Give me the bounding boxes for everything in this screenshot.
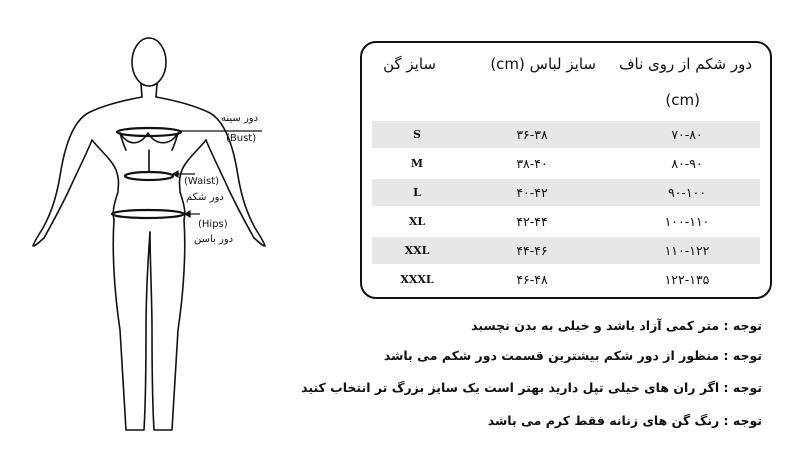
clothing-size-cell: ۴۶-۴۸ [516, 272, 548, 287]
size-row [372, 266, 760, 293]
size-table [360, 41, 772, 299]
mannequin-outline [0, 0, 340, 461]
waist-range-cell: ۸۰-۹۰ [671, 156, 703, 171]
waist-range-cell: ۱۰۰-۱۱۰ [664, 214, 710, 229]
size-cell: S [413, 128, 421, 141]
clothing-size-cell: ۴۰-۴۲ [516, 185, 548, 200]
bust-label-fa: دور سینه [221, 113, 259, 124]
size-cell: XL [408, 215, 426, 228]
waist-range-cell: ۱۲۲-۱۳۵ [664, 272, 710, 287]
waist-range-cell: ۷۰-۸۰ [671, 127, 703, 142]
size-cell: XXL [404, 244, 430, 257]
waist-range-cell: ۹۰-۱۰۰ [667, 185, 707, 200]
waist-label-fa: دور شکم [186, 192, 224, 203]
note-3: توجه : اگر ران های خیلی تپل دارید بهتر است یک سایز بزرگ تر انتخاب کنید [301, 380, 762, 395]
waist-range-cell: ۱۱۰-۱۲۲ [664, 243, 710, 258]
hips-label-fa: دور باسن [194, 234, 234, 245]
size-row [372, 208, 760, 235]
note-1: توجه : متر کمی آزاد باشد و خیلی به بدن نچسبد [471, 318, 762, 333]
header-waist-unit: (cm) [665, 91, 700, 109]
size-cell: M [410, 157, 424, 170]
note-2: توجه : منظور از دور شکم بیشترین قسمت دور شکم می باشد [383, 348, 762, 363]
size-row [372, 179, 760, 206]
header-waist-line1: دور شکم از روی ناف [618, 55, 752, 73]
note-4: توجه : رنگ گن های زنانه فقط کرم می باشد [487, 413, 762, 428]
bust-label-en: (Bust) [226, 133, 257, 144]
clothing-size-cell: ۴۴-۴۶ [516, 243, 548, 258]
size-cell: L [413, 186, 421, 199]
size-row [372, 150, 760, 177]
body-measurement-figure [0, 0, 340, 461]
clothing-size-cell: ۳۸-۴۰ [516, 156, 548, 171]
clothing-size-cell: ۴۲-۴۴ [516, 214, 548, 229]
hips-label-en: (Hips) [198, 219, 228, 230]
header-clothing-size: سایز لباس (cm) [490, 55, 596, 73]
waist-label-en: (Waist) [184, 176, 220, 187]
size-cell: XXXL [400, 273, 434, 286]
header-girdle-size: سایز گن [383, 55, 436, 73]
size-row [372, 121, 760, 148]
size-row [372, 237, 760, 264]
clothing-size-cell: ۳۶-۳۸ [516, 127, 548, 142]
